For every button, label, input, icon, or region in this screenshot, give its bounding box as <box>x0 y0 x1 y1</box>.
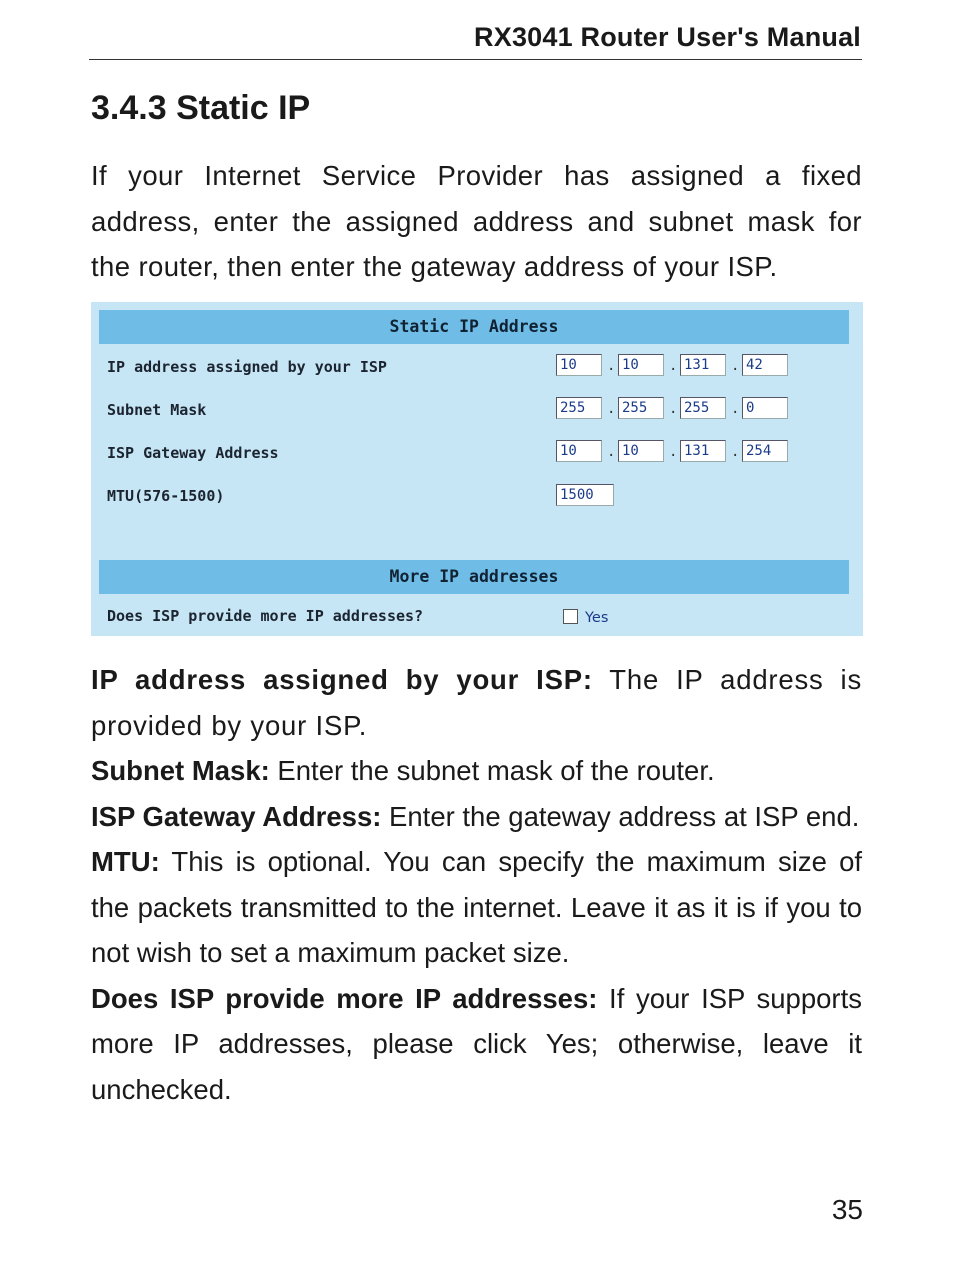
description-more-ip <box>91 976 862 1113</box>
octet-dot: . <box>669 401 678 417</box>
intro-paragraph: If your Internet Service Provider has assigned a fixed address, enter the assigned address and subnet mask for the router, then enter the gateway address of your ISP. <box>91 160 862 282</box>
description-term: Subnet Mask: <box>91 755 270 786</box>
field-descriptions <box>91 657 862 1112</box>
description-mtu <box>91 839 862 976</box>
more-ip-label: Does ISP provide more IP addresses? <box>107 607 424 625</box>
octet-dot: . <box>607 358 616 374</box>
description-term: IP address assigned by your ISP: <box>91 664 593 695</box>
description-term: Does ISP provide more IP addresses: <box>91 982 598 1014</box>
subnet-octet-2[interactable]: 255 <box>618 397 664 419</box>
octet-dot: . <box>669 358 678 374</box>
gateway-octet-4[interactable]: 254 <box>742 440 788 462</box>
description-subnet-mask <box>91 748 862 794</box>
description-ip-address <box>91 657 862 748</box>
description-text: This is optional. You can specify the maximum size of the packets transmitted to the internet. Leave it as it is if you to not wish to set a maximum packet size. <box>91 846 862 968</box>
description-text: Enter the subnet mask of the router. <box>269 755 715 786</box>
page-header-title: RX3041 Router User's Manual <box>474 22 861 52</box>
ip-address-label: IP address assigned by your ISP <box>107 358 387 376</box>
subnet-mask-label: Subnet Mask <box>107 401 207 419</box>
ip-octet-2[interactable]: 10 <box>618 354 664 376</box>
octet-dot: . <box>607 444 616 460</box>
ip-octet-3[interactable]: 131 <box>680 354 726 376</box>
octet-dot: . <box>731 358 740 374</box>
gateway-octet-2[interactable]: 10 <box>618 440 664 462</box>
octet-dot: . <box>731 401 740 417</box>
static-ip-screenshot <box>91 302 863 636</box>
more-ip-header-bar: More IP addresses <box>99 560 849 594</box>
section-title: 3.4.3 Static IP <box>91 89 311 127</box>
description-term: MTU: <box>91 846 160 877</box>
octet-dot: . <box>607 401 616 417</box>
subnet-octet-1[interactable]: 255 <box>556 397 602 419</box>
gateway-label: ISP Gateway Address <box>107 444 279 462</box>
subnet-octet-4[interactable]: 0 <box>742 397 788 419</box>
octet-dot: . <box>669 444 678 460</box>
description-text: The IP address is provided by your ISP. <box>91 664 862 741</box>
subnet-octet-3[interactable]: 255 <box>680 397 726 419</box>
more-ip-checkbox[interactable] <box>563 609 578 624</box>
octet-dot: . <box>731 444 740 460</box>
more-ip-yes-label[interactable]: Yes <box>585 610 609 626</box>
description-text: Enter the gateway address at ISP end. <box>381 800 860 832</box>
ip-octet-4[interactable]: 42 <box>742 354 788 376</box>
gateway-octet-3[interactable]: 131 <box>680 440 726 462</box>
header-rule <box>89 59 862 60</box>
description-text: If your ISP supports more IP addresses, please click Yes; otherwise, leave it unchecked. <box>91 982 862 1105</box>
static-ip-header-bar: Static IP Address <box>99 310 849 344</box>
page-number: 35 <box>831 1194 863 1225</box>
description-term: ISP Gateway Address: <box>91 800 382 832</box>
ip-octet-1[interactable]: 10 <box>556 354 602 376</box>
mtu-input[interactable]: 1500 <box>556 484 614 506</box>
gateway-octet-1[interactable]: 10 <box>556 440 602 462</box>
mtu-label: MTU(576-1500) <box>107 487 225 505</box>
description-gateway <box>91 794 862 840</box>
